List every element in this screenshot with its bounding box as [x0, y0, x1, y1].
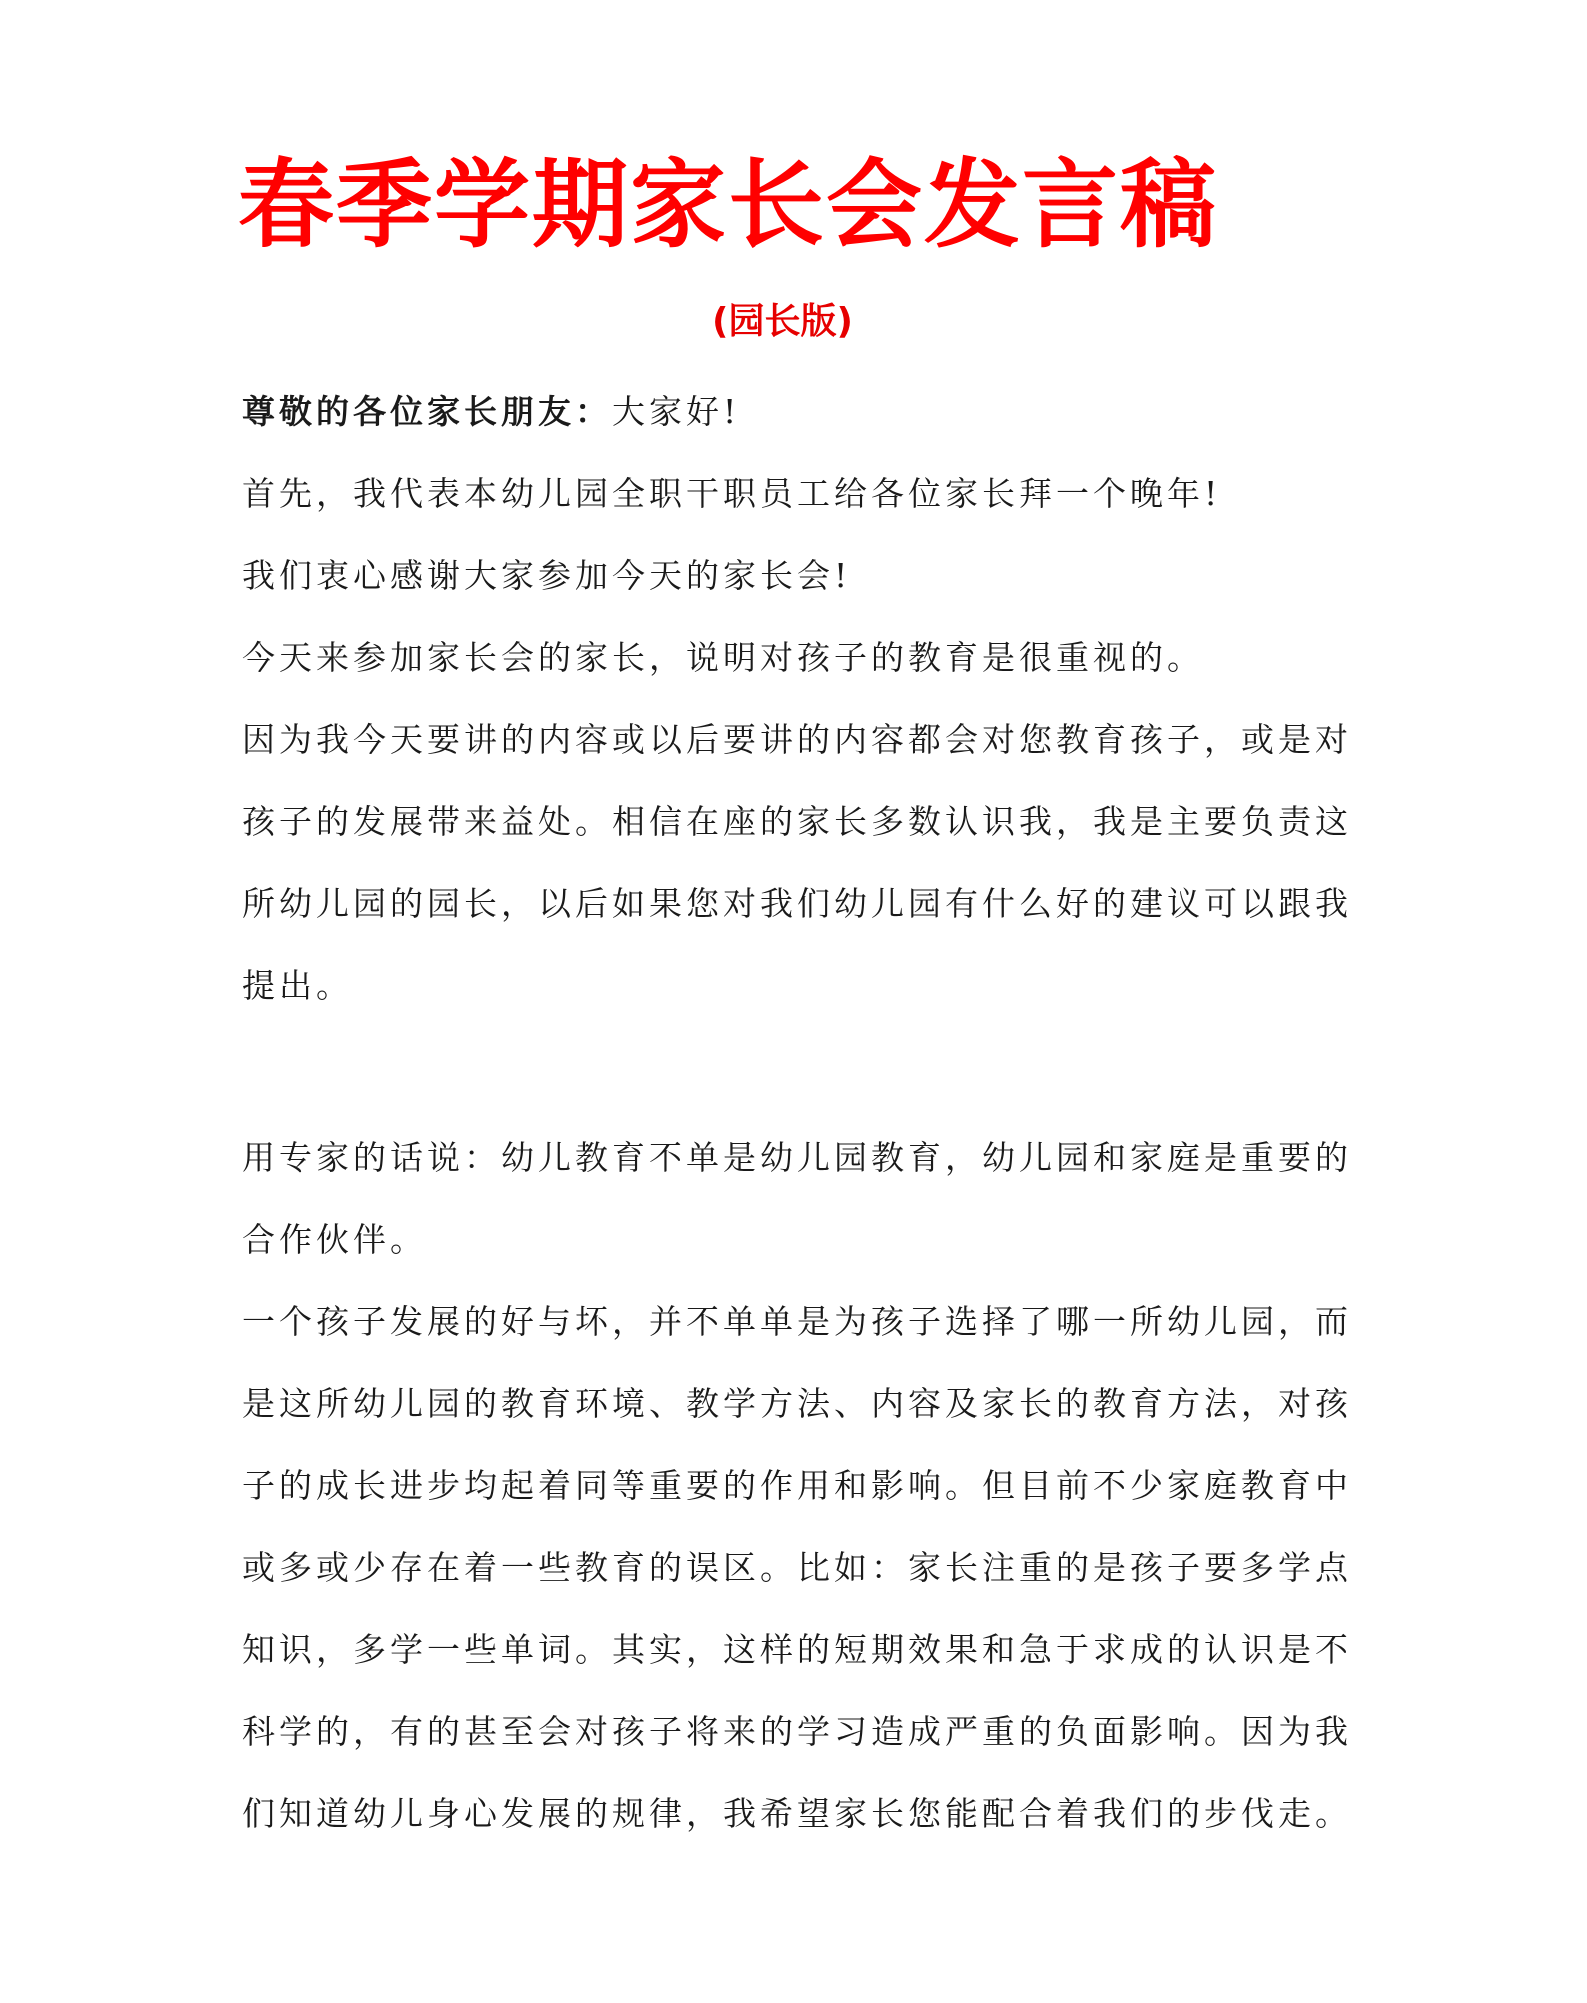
- document-title: 春季学期家长会发言稿: [238, 149, 1218, 261]
- paragraph-line: 一个孩子发展的好与坏，并不单单是为孩子选择了哪一所幼儿园，而: [242, 1302, 1352, 1341]
- paragraph-line: 我们衷心感谢大家参加今天的家长会!: [242, 556, 852, 595]
- paragraph-line: 提出。: [242, 966, 353, 1005]
- greeting-salutation: 尊敬的各位家长朋友：: [242, 392, 612, 431]
- paragraph-line: 今天来参加家长会的家长，说明对孩子的教育是很重视的。: [242, 638, 1204, 677]
- paragraph-line: 或多或少存在着一些教育的误区。比如：家长注重的是孩子要多学点: [242, 1548, 1352, 1587]
- paragraph-line: 合作伙伴。: [242, 1220, 427, 1259]
- paragraph-line: 科学的，有的甚至会对孩子将来的学习造成严重的负面影响。因为我: [242, 1712, 1352, 1751]
- paragraph-line: 是这所幼儿园的教育环境、教学方法、内容及家长的教育方法，对孩: [242, 1384, 1352, 1423]
- paragraph-line: 孩子的发展带来益处。相信在座的家长多数认识我，我是主要负责这: [242, 802, 1352, 841]
- paragraph-line: 用专家的话说：幼儿教育不单是幼儿园教育，幼儿园和家庭是重要的: [242, 1138, 1352, 1177]
- paragraph-line: 所幼儿园的园长，以后如果您对我们幼儿园有什么好的建议可以跟我: [242, 884, 1352, 923]
- paragraph-line: 们知道幼儿身心发展的规律，我希望家长您能配合着我们的步伐走。: [242, 1794, 1352, 1833]
- document-subtitle: (园长版): [712, 301, 853, 342]
- greeting-line: [242, 390, 740, 434]
- paragraph-line: 子的成长进步均起着同等重要的作用和影响。但目前不少家庭教育中: [242, 1466, 1352, 1505]
- paragraph-line: 首先，我代表本幼儿园全职干职员工给各位家长拜一个晚年!: [242, 474, 1222, 513]
- greeting-hello: 大家好!: [612, 392, 741, 431]
- paragraph-line: 知识，多学一些单词。其实，这样的短期效果和急于求成的认识是不: [242, 1630, 1352, 1669]
- paragraph-line: 因为我今天要讲的内容或以后要讲的内容都会对您教育孩子，或是对: [242, 720, 1352, 759]
